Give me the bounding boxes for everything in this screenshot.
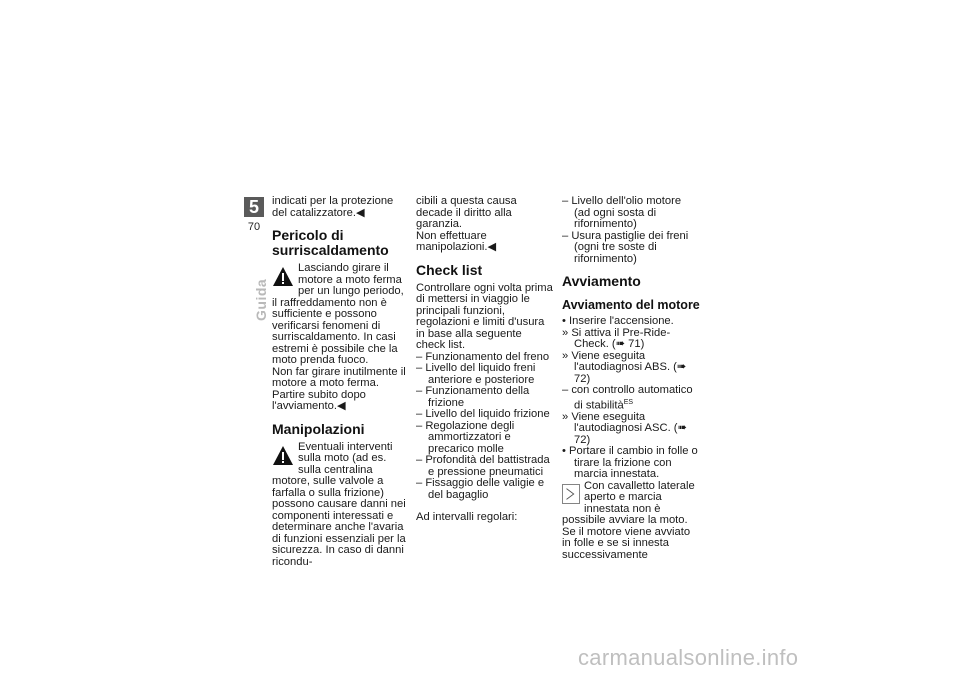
heading-checklist: Check list [416, 261, 483, 278]
list-item: – Fissaggio delle valigie e del bagaglio [416, 477, 545, 501]
continued-text-2: Non effettuare manipolazioni.◀ [416, 229, 497, 253]
page-number: 70 [247, 221, 261, 233]
es-superscript: ES [623, 398, 634, 406]
warning-icon [272, 445, 294, 467]
list-item: – Livello dell'olio motore (ad ogni sosta di rifornimento) [562, 195, 682, 230]
step-item: • Inserire l'accensione. [562, 315, 674, 327]
tamper-text: Eventuali interventi sulla moto (ad es. sulla centralina motore, sulle valvole a farfalla o sulla frizione) possono causare danni nei componenti interessati e determinare anche l'avaria di funzioni essenziali per la sicurezza. In caso di danni ricondu- [272, 440, 406, 568]
column-1 [272, 196, 410, 568]
list-item: – Regolazione degli ammortizzatori e precarico molle [416, 419, 515, 455]
warning-icon [272, 266, 294, 288]
note-icon [562, 484, 580, 504]
heading-start: Avviamento [562, 273, 641, 289]
section-label: Guida [253, 278, 269, 321]
step-item: • Portare il cambio in folle o tirare la frizione con marcia innestata. [562, 445, 698, 481]
continued-text: cibili a questa causa decade il diritto alla garanzia. [416, 195, 517, 230]
overheat-text-2: Non far girare inutilmente il motore a moto ferma. Partire subito dopo l'avviamento.◀ [272, 365, 406, 412]
heading-overheat: Pericolo di surriscaldamento [272, 227, 389, 258]
step-item: » Si attiva il Pre-Ride-Check. (➠ 71) [562, 326, 671, 350]
heading-tamper: Manipolazioni [272, 420, 365, 437]
note-text: Con cavalletto laterale aperto e marcia innestata non è possibile avviare la moto. Se il motore viene avviato in folle e se si innesta successivamente [562, 479, 695, 561]
intro-text: indicati per la protezione del catalizzatore.◀ [272, 195, 394, 219]
interval-text: Ad intervalli regolari: [416, 511, 518, 523]
column-3 [562, 196, 700, 561]
overheat-text: Lasciando girare il motore a moto ferma per un lungo periodo, il raffreddamento non è sufficiente e possono verificarsi fenomeni di surriscaldamento. In casi estremi è possibile che la moto prenda fuoco. [272, 262, 404, 366]
heading-start-engine: Avviamento del motore [562, 298, 700, 312]
watermark: carmanualsonline.info [578, 645, 799, 670]
step-item: » Viene eseguita l'autodiagnosi ASC. (➠ 72) [562, 410, 687, 446]
list-item: – Livello del liquido freni anteriore e posteriore [416, 362, 536, 386]
column-2 [416, 196, 554, 524]
checklist-intro: Controllare ogni volta prima di mettersi in viaggio le principali funzioni, regolazioni e limiti d'usura in base alla seguente check list. [416, 281, 553, 351]
list-item: – Profondità del battistrada e pressione pneumatici [416, 454, 550, 478]
chapter-number: 5 [244, 197, 264, 217]
list-item: – Usura pastiglie dei freni (ogni tre soste di rifornimento) [562, 229, 689, 265]
step-item: » Viene eseguita l'autodiagnosi ABS. (➠ 72) [562, 349, 687, 385]
list-item: – Livello del liquido frizione [416, 408, 550, 420]
step-item: – con controllo automatico di stabilità$^{ES}$ [562, 384, 693, 412]
list-item: – Funzionamento della frizione [416, 385, 530, 409]
list-item: – Funzionamento del freno [416, 350, 550, 363]
